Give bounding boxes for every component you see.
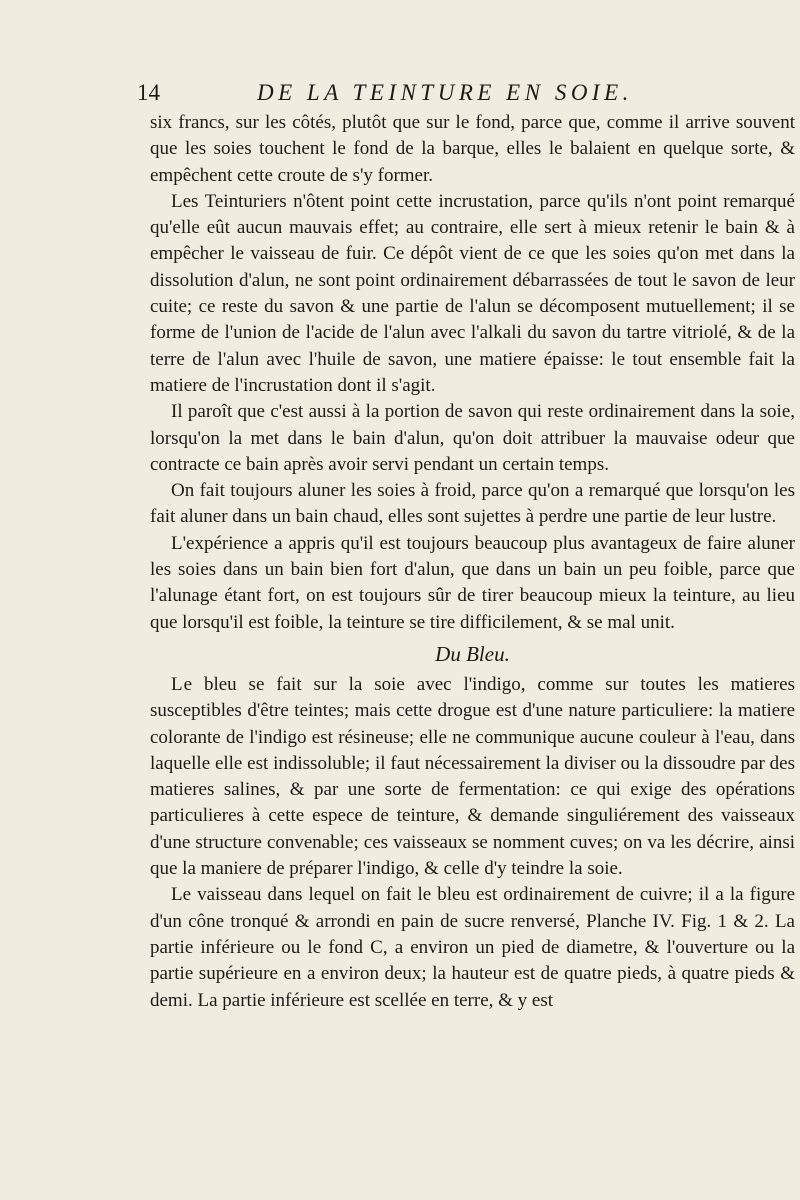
running-title: DE LA TEINTURE EN SOIE. xyxy=(257,80,633,105)
section-heading: Du Bleu. xyxy=(435,641,510,666)
page-body xyxy=(150,110,795,1014)
paragraph-7: Le vaisseau dans lequel on fait le bleu est ordinairement de cuivre; il a la figure d'un cône tronqué & arrondi en pain de sucre renversé, Planche IV. Fig. 1 & 2. La partie inférieure ou le fond C, a environ un pied de diametre, & l'ouverture ou la partie supérieure en a environ deux; la hauteur est de quatre pieds, à quatre pieds & demi. La partie inférieure est scellée en terre, & y est xyxy=(150,884,795,1011)
page-header xyxy=(137,80,800,110)
page-number: 14 xyxy=(137,80,160,105)
paragraph-2: Les Teinturiers n'ôtent point cette incrustation, parce qu'ils n'ont point remarqué qu'elle eût aucun mauvais effet; au contraire, elle sert à mieux retenir le bain & à empêcher le vaisseau de fuir. Ce dépôt vient de ce que les soies qu'on met dans la dissolution d'alun, ne sont point ordinairement débarrassées de tout le savon de leur cuite; ce reste du savon & une partie de l'alun se décomposent mutuellement; il se forme de l'union de l'acide de l'alun avec l'alkali du savon du tartre vitriolé, & de la terre de l'alun avec l'huile de savon, une matiere épaisse: le tout ensemble fait la matiere de l'incrustation dont il s'agit. xyxy=(150,190,795,396)
paragraph-6 xyxy=(150,672,795,882)
section-initial: L xyxy=(171,673,184,695)
paragraph-5: L'expérience a appris qu'il est toujours beaucoup plus avantageux de faire aluner les soies dans un bain bien fort d'alun, que dans un bain un peu foible, parce que l'alunage étant fort, on est toujours sûr de tirer beaucoup mieux la teinture, au lieu que lorsqu'il est foible, la teinture se tire difficilement, & se mal unit. xyxy=(150,532,795,633)
paragraph-4: On fait toujours aluner les soies à froid, parce qu'on a remarqué que lorsqu'on les fait aluner dans un bain chaud, elles sont sujettes à perdre une partie de leur lustre. xyxy=(150,480,795,528)
paragraph-1: six francs, sur les côtés, plutôt que sur le fond, parce que, comme il arrive souvent que les soies touchent le fond de la barque, elles le balaient en quelque sorte, & empêchent cette croute de s'y former. xyxy=(150,112,795,186)
paragraph-6-text: e bleu se fait sur la soie avec l'indigo, comme sur toutes les matieres susceptibles d'être teintes; mais cette drogue est d'une nature particuliere: la matiere colorante de l'indigo est résineuse; elle ne communique aucune couleur à l'eau, dans laquelle elle est indissoluble; il faut nécessairement la diviser ou la dissoudre par des matieres salines, & par une sorte de fermentation: ce qui exige des opérations particulieres à cette espece de teinture, & demande singuliérement des vaisseaux d'une structure convenable; ces vaisseaux se nomment cuves; on va les décrire, ainsi que la maniere de préparer l'indigo, & celle d'y teindre la soie. xyxy=(150,673,795,880)
paragraph-3: Il paroît que c'est aussi à la portion de savon qui reste ordinairement dans la soie, lorsqu'on la met dans le bain d'alun, qu'on doit attribuer la mauvaise odeur que contracte ce bain après avoir servi pendant un certain temps. xyxy=(150,401,795,475)
